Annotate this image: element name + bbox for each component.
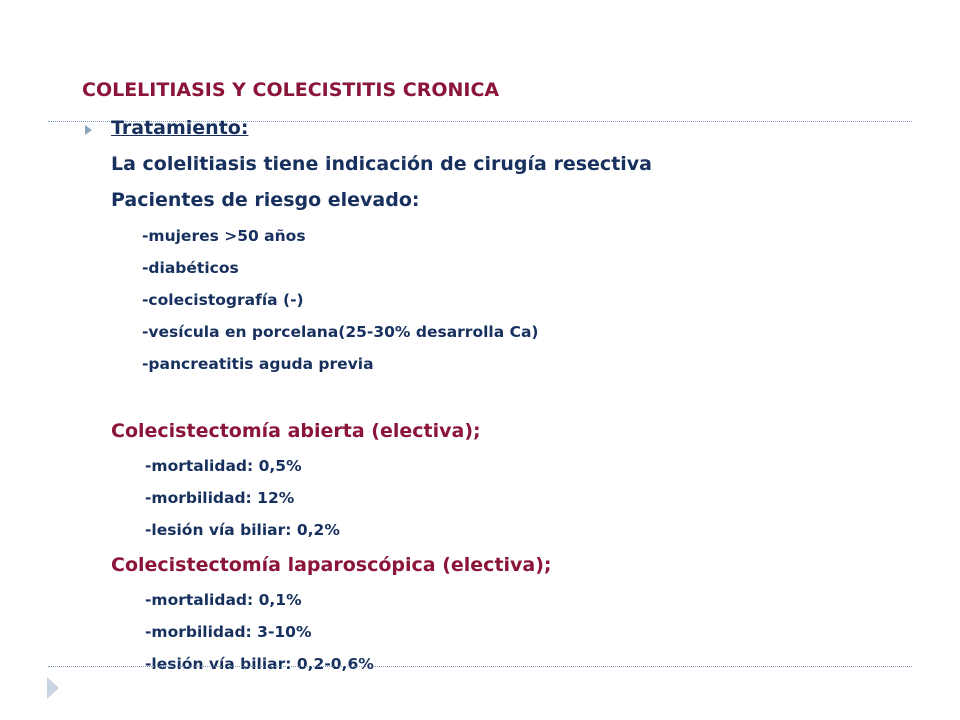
open-stat-item: -mortalidad: 0,5% [145,457,302,475]
corner-triangle-icon [47,677,59,699]
bottom-divider [48,666,912,667]
lap-stat-item: -mortalidad: 0,1% [145,591,302,609]
indication-line: La colelitiasis tiene indicación de cirugía resectiva [111,153,652,175]
treatment-heading: Tratamiento: [111,117,249,139]
laparoscopic-heading: Colecistectomía laparoscópica (electiva); [111,554,552,576]
open-stat-item: -morbilidad: 12% [145,489,295,507]
open-surgery-heading: Colecistectomía abierta (electiva); [111,420,481,442]
slide-title: COLELITIASIS Y COLECISTITIS CRONICA [82,79,500,101]
lap-stat-item: -lesión vía biliar: 0,2-0,6% [145,655,374,673]
bullet-triangle-icon [85,125,92,135]
risk-item: -diabéticos [142,259,239,277]
risk-item: -pancreatitis aguda previa [142,355,374,373]
open-stat-item: -lesión vía biliar: 0,2% [145,521,340,539]
risk-item: -colecistografía (-) [142,291,304,309]
risk-item: -vesícula en porcelana(25-30% desarrolla Ca) [142,323,539,341]
risk-heading: Pacientes de riesgo elevado: [111,189,420,211]
lap-stat-item: -morbilidad: 3-10% [145,623,312,641]
risk-item: -mujeres >50 años [142,227,306,245]
